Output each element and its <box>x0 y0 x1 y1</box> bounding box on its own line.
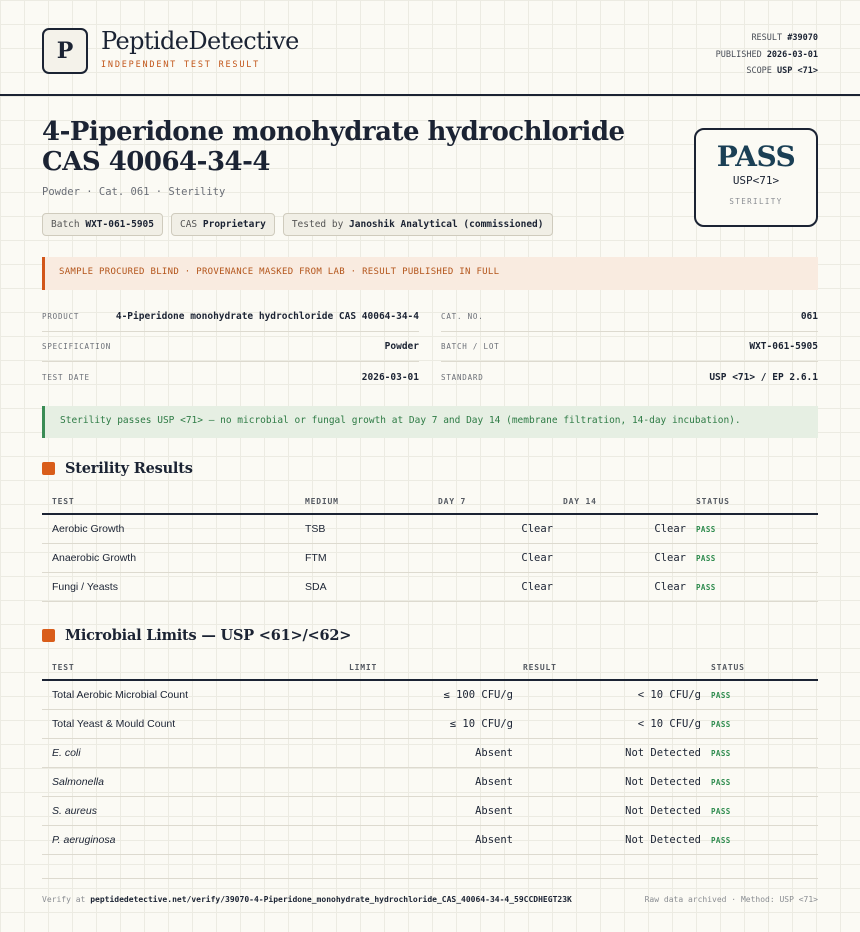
limit-value: ≤ 100 CFU/g <box>349 680 523 709</box>
info-label: PRODUCT <box>42 312 80 321</box>
info-value: USP <71> / EP 2.6.1 <box>709 371 818 383</box>
section-marker-icon <box>42 629 55 642</box>
verify-line <box>42 895 572 904</box>
medium: TSB <box>305 514 438 543</box>
status-cell <box>711 825 818 854</box>
limit-value: Absent <box>349 767 523 796</box>
column-header: TEST <box>42 490 305 514</box>
footer-method-note: Raw data archived · Method: USP <71> <box>644 895 818 904</box>
info-value: 4-Piperidone monohydrate hydrochloride CAS 40064-34-4 <box>115 311 419 322</box>
day7-value: Clear <box>438 572 563 601</box>
status-cell <box>711 680 818 709</box>
info-value: 061 <box>800 311 818 322</box>
info-label: CAT. NO. <box>441 312 484 321</box>
batch-chip <box>42 213 163 236</box>
info-row-specification <box>42 332 419 362</box>
info-row-test-date <box>42 362 419 392</box>
info-label: TEST DATE <box>42 372 90 382</box>
cas-chip-label: CAS <box>179 219 198 230</box>
status-cell <box>711 767 818 796</box>
status-cell <box>711 709 818 738</box>
result-meta <box>716 30 818 80</box>
status-badge: PASS <box>711 806 731 816</box>
status-cell <box>696 572 818 601</box>
tested-by-chip <box>283 213 553 236</box>
column-header: STATUS <box>711 656 818 680</box>
result-value: Not Detected <box>523 738 711 767</box>
cas-chip-value: Proprietary <box>202 219 266 230</box>
batch-chip-label: Batch <box>51 219 80 230</box>
microbial-section-title: Microbial Limits — USP <61>/<62> <box>65 627 352 644</box>
table-row <box>42 825 818 854</box>
column-header: DAY 7 <box>438 490 563 514</box>
column-header: STATUS <box>696 490 818 514</box>
result-value: < 10 CFU/g <box>523 709 711 738</box>
day14-value: Clear <box>563 543 696 572</box>
batch-chip-value: WXT-061-5905 <box>85 219 154 230</box>
medium: FTM <box>305 543 438 572</box>
page-title: 4-Piperidone monohydrate hydrochloride CAS 40064-34-4 <box>42 117 625 177</box>
meta-result <box>716 30 818 47</box>
status-badge: PASS <box>711 835 731 845</box>
brand-name: PeptideDetective <box>101 27 299 55</box>
info-row-standard <box>441 362 818 392</box>
result-value: Not Detected <box>523 825 711 854</box>
table-row <box>42 767 818 796</box>
badge-result: PASS <box>716 140 796 173</box>
limit-value: Absent <box>349 738 523 767</box>
status-cell <box>711 738 818 767</box>
test-name: E. coli <box>42 738 349 767</box>
column-header: RESULT <box>523 656 711 680</box>
verify-label: Verify at <box>42 895 86 904</box>
column-header: TEST <box>42 656 349 680</box>
meta-scope-value: USP <71> <box>777 66 818 76</box>
info-right <box>441 302 818 392</box>
verify-link[interactable]: peptidedetective.net/verify/39070-4-Piperidone_monohydrate_hydrochloride_CAS_40064-34-4_59CCDHEGT23K <box>90 895 572 904</box>
conclusion-banner: Sterility passes USP <71> — no microbial or fungal growth at Day 7 and Day 14 (membrane filtration, 14-day incubation). <box>42 406 818 438</box>
info-value: 2026-03-01 <box>361 371 419 383</box>
status-badge: PASS <box>711 719 731 729</box>
limit-value: ≤ 10 CFU/g <box>349 709 523 738</box>
table-row <box>42 514 818 543</box>
info-value: WXT-061-5905 <box>749 341 818 352</box>
status-badge: PASS <box>696 524 716 534</box>
brand-tagline: INDEPENDENT TEST RESULT <box>101 60 261 70</box>
info-row-batch <box>441 332 818 362</box>
test-name: P. aeruginosa <box>42 825 349 854</box>
badge-category: STERILITY <box>729 197 783 206</box>
day14-value: Clear <box>563 514 696 543</box>
test-name: Aerobic Growth <box>42 514 305 543</box>
tested-by-chip-value: Janoshik Analytical (commissioned) <box>349 219 544 230</box>
limit-value: Absent <box>349 825 523 854</box>
page-header <box>0 0 860 96</box>
test-name: Salmonella <box>42 767 349 796</box>
status-cell <box>696 514 818 543</box>
info-label: BATCH / LOT <box>441 342 500 351</box>
page-subtitle: Powder · Cat. 061 · Sterility <box>42 186 226 198</box>
sterility-section-title: Sterility Results <box>65 460 193 477</box>
column-header: LIMIT <box>349 656 523 680</box>
microbial-section-header <box>42 627 351 644</box>
column-header: DAY 14 <box>563 490 696 514</box>
column-header: MEDIUM <box>305 490 438 514</box>
status-cell <box>711 796 818 825</box>
result-value: < 10 CFU/g <box>523 680 711 709</box>
result-value: Not Detected <box>523 767 711 796</box>
info-row-product <box>42 302 419 332</box>
test-name: S. aureus <box>42 796 349 825</box>
meta-published-value: 2026-03-01 <box>766 49 818 60</box>
section-marker-icon <box>42 462 55 475</box>
status-badge: PASS <box>696 553 716 563</box>
result-value: Not Detected <box>523 796 711 825</box>
medium: SDA <box>305 572 438 601</box>
blind-notice: SAMPLE PROCURED BLIND · PROVENANCE MASKED FROM LAB · RESULT PUBLISHED IN FULL <box>42 257 818 290</box>
cas-chip <box>171 213 275 236</box>
status-badge: PASS <box>711 748 731 758</box>
info-left <box>42 302 419 392</box>
table-row <box>42 680 818 709</box>
table-header-row <box>42 490 818 514</box>
day7-value: Clear <box>438 543 563 572</box>
logo-icon: P <box>42 28 88 74</box>
table-row <box>42 572 818 601</box>
meta-published-label: PUBLISHED <box>715 49 762 60</box>
table-row <box>42 738 818 767</box>
table-row <box>42 796 818 825</box>
status-badge: PASS <box>696 582 716 592</box>
meta-result-label: RESULT <box>751 33 783 43</box>
table-row <box>42 543 818 572</box>
page-footer <box>42 878 818 904</box>
test-name: Anaerobic Growth <box>42 543 305 572</box>
test-name: Total Yeast & Mould Count <box>42 709 349 738</box>
sterility-table <box>42 490 818 602</box>
meta-scope-label: SCOPE <box>746 66 772 76</box>
day7-value: Clear <box>438 514 563 543</box>
chip-row <box>42 213 553 236</box>
status-badge: PASS <box>711 777 731 787</box>
info-row-cat-no <box>441 302 818 332</box>
pass-badge <box>694 128 818 227</box>
status-badge: PASS <box>711 690 731 700</box>
table-header-row <box>42 656 818 680</box>
test-name: Total Aerobic Microbial Count <box>42 680 349 709</box>
meta-result-value: #39070 <box>787 33 818 43</box>
info-label: STANDARD <box>441 372 484 382</box>
sterility-section-header <box>42 460 193 477</box>
microbial-table <box>42 656 818 855</box>
day14-value: Clear <box>563 572 696 601</box>
badge-standard: USP<71> <box>732 174 780 187</box>
info-label: SPECIFICATION <box>42 342 112 351</box>
meta-scope <box>716 63 818 80</box>
table-row <box>42 709 818 738</box>
limit-value: Absent <box>349 796 523 825</box>
info-value: Powder <box>384 341 419 352</box>
status-cell <box>696 543 818 572</box>
test-name: Fungi / Yeasts <box>42 572 305 601</box>
meta-published <box>716 47 818 64</box>
tested-by-chip-label: Tested by <box>291 219 344 230</box>
